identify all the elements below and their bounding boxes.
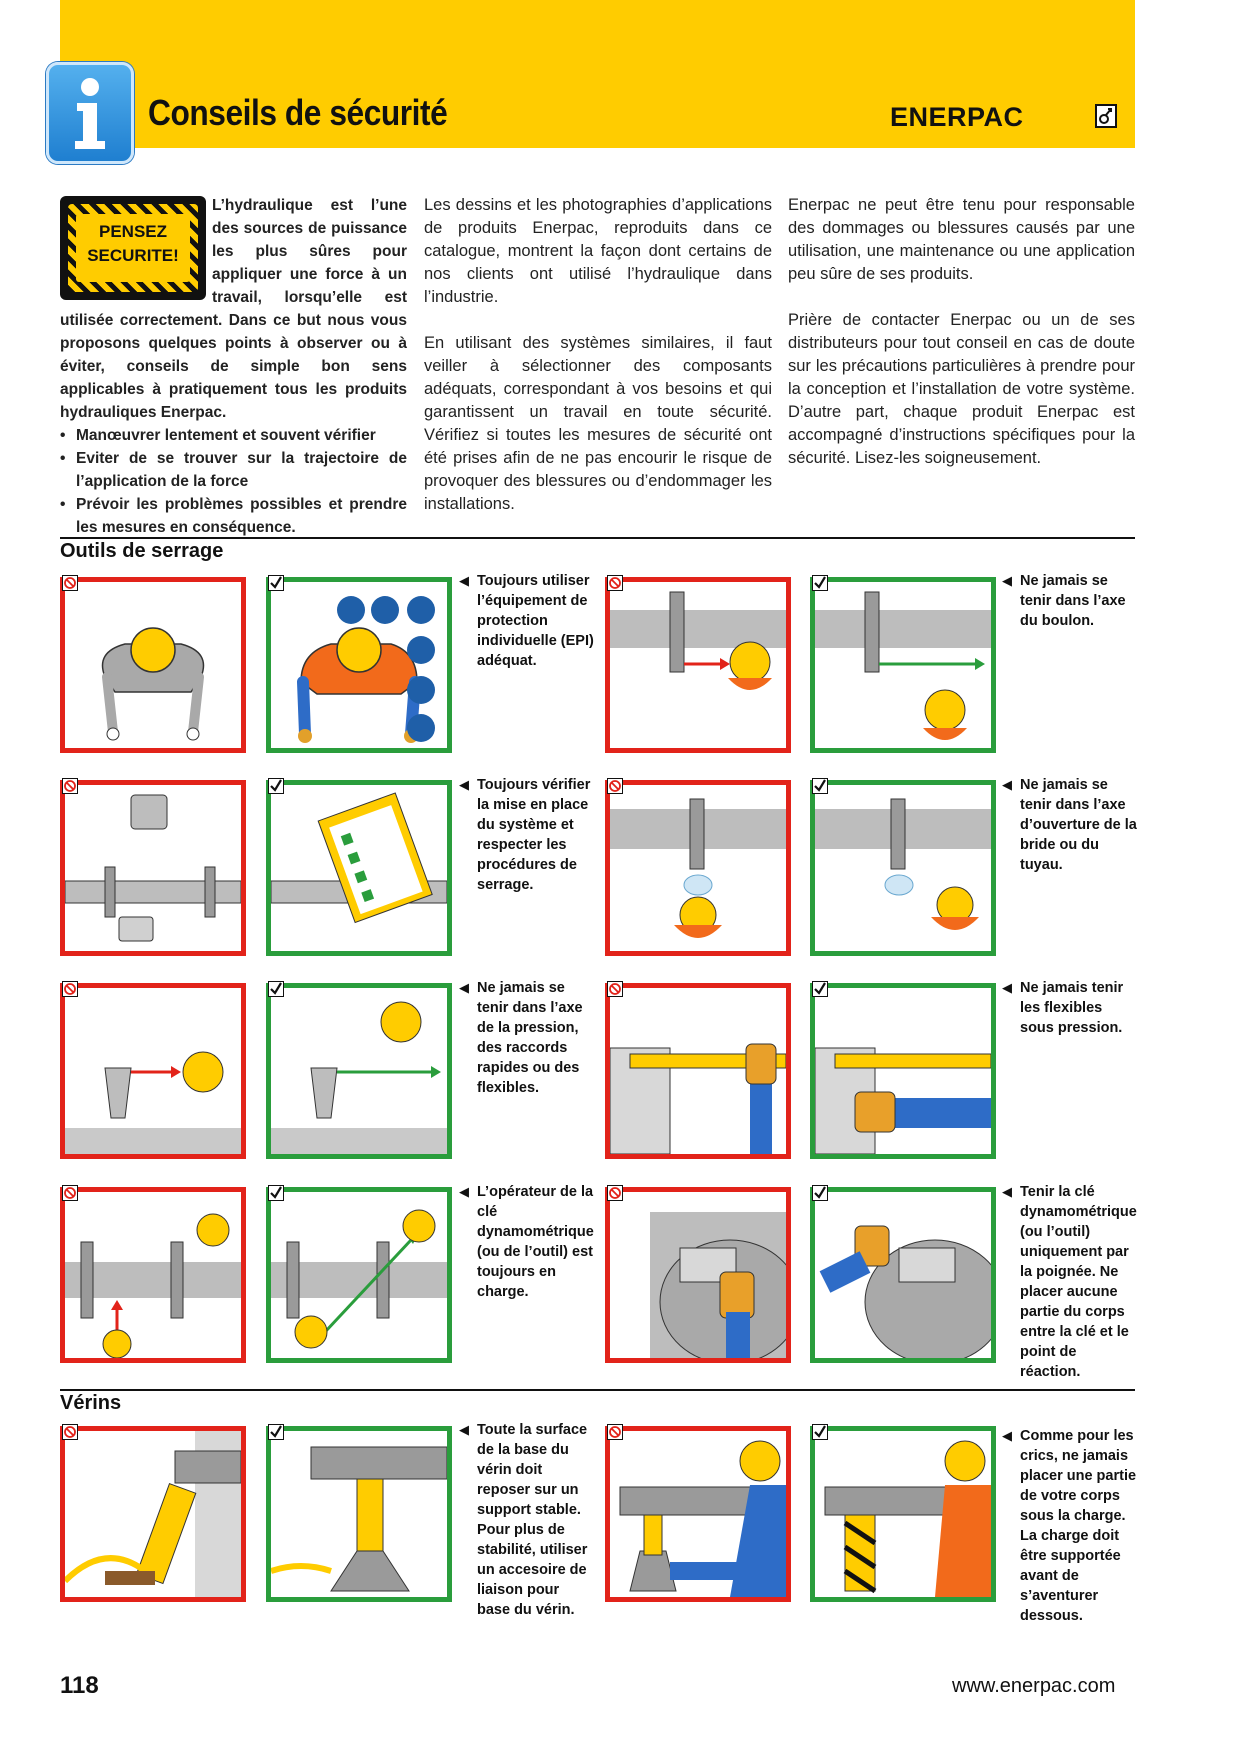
prohibited-icon xyxy=(62,1424,78,1440)
caption: ◀ Ne jamais se tenir dans l’axe de la pression, des raccords rapides ou des flexibles. xyxy=(477,978,595,1098)
panel-operator-good xyxy=(266,1187,452,1363)
intro-column-2 xyxy=(424,194,772,539)
checkmark-icon xyxy=(812,575,828,591)
panel-pressure-axis-good xyxy=(266,983,452,1159)
checkmark-icon xyxy=(268,1424,284,1440)
panel-cylinder-base-bad xyxy=(60,1426,246,1602)
bullet-item: • Eviter de se trouver sur la trajectoire de l’application de la force xyxy=(76,447,407,493)
caption: ◀ Comme pour les crics, ne jamais placer une partie de votre corps sous la charge. La charge doit être supportée avant de s’aventurer dessous. xyxy=(1020,1426,1138,1626)
website-url: www.enerpac.com xyxy=(952,1675,1116,1697)
page-title: Conseils de sécurité xyxy=(148,92,448,133)
checkmark-icon xyxy=(268,778,284,794)
caption: ◀ Ne jamais se tenir dans l’axe du boulon. xyxy=(1020,571,1138,631)
safety-bullet-list xyxy=(60,424,407,539)
prohibited-icon xyxy=(607,778,623,794)
prohibited-icon xyxy=(62,981,78,997)
caption: ◀ Ne jamais se tenir dans l’axe d’ouverture de la bride ou du tuyau. xyxy=(1020,775,1138,875)
section-divider xyxy=(60,1389,1135,1391)
caption: ◀ Tenir la clé dynamométrique (ou l’outil) uniquement par la poignée. Ne placer aucune partie du corps entre la clé et le point de réaction. xyxy=(1020,1182,1138,1382)
bullet-item: • Prévoir les problèmes possibles et prendre les mesures en conséquence. xyxy=(76,493,407,539)
panel-flange-axis-bad xyxy=(605,780,791,956)
panel-bolt-axis-bad xyxy=(605,577,791,753)
section-divider xyxy=(60,537,1135,539)
caption: ◀ Toute la surface de la base du vérin doit reposer sur un support stable. Pour plus de stabilité, utiliser un accesoire de liaison pour base du vérin. xyxy=(477,1420,595,1620)
section-title-verins: Vérins xyxy=(60,1392,122,1414)
brand-mark-icon xyxy=(1095,104,1117,128)
panel-operator-bad xyxy=(60,1187,246,1363)
panel-bolt-axis-good xyxy=(810,577,996,753)
panel-no-ppe xyxy=(60,577,246,753)
intro-paragraph: Les dessins et les photographies d’applications de produits Enerpac, reproduits dans ce catalogue, montrent la façon dont certains de nos clients ont utilisé l’hydraulique dans l’industrie. xyxy=(424,196,772,306)
checkmark-icon xyxy=(268,575,284,591)
page-number: 118 xyxy=(60,1672,99,1699)
intro-lead-paragraph: L’hydraulique est l’une des sources de puissance les plus sûres pour appliquer une force à un travail, lorsqu’elle est utilisée correctement. Dans ce but nous vous proposons quelques points à observer ou à éviter, conseils de simple bon sens applicables à pratiquement tous les produits hydrauliques Enerpac. xyxy=(60,197,407,421)
caption: ◀ Toujours vérifier la mise en place du système et respecter les procédures de serrage. xyxy=(477,775,595,895)
checkmark-icon xyxy=(268,1185,284,1201)
intro-paragraph: Enerpac ne peut être tenu pour responsable des dommages ou blessures causés par une utilisation, une maintenance ou une application peu sûre de ses produits. xyxy=(788,196,1135,283)
sign-line-2: SECURITE! xyxy=(87,246,179,265)
panel-pressure-axis-bad xyxy=(60,983,246,1159)
panel-under-load-good xyxy=(810,1426,996,1602)
panel-hose-hold-good xyxy=(810,983,996,1159)
prohibited-icon xyxy=(62,575,78,591)
prohibited-icon xyxy=(607,575,623,591)
caption: ◀ Ne jamais tenir les flexibles sous pression. xyxy=(1020,978,1138,1038)
section-title-serrage: Outils de serrage xyxy=(60,540,224,562)
panel-cylinder-base-good xyxy=(266,1426,452,1602)
prohibited-icon xyxy=(62,1185,78,1201)
prohibited-icon xyxy=(607,1185,623,1201)
enerpac-logo: ENERPAC xyxy=(890,102,1024,132)
intro-paragraph: En utilisant des systèmes similaires, il faut veiller à sélectionner des composants adéquats, correspondant à vos besoins et qui garantissent un travail en toute sécurité. Vérifiez si toutes les mesures de sécurité ont été prises afin de ne pas encourir le risque de provoquer des blessures ou d’endommager les installations. xyxy=(424,334,772,513)
checkmark-icon xyxy=(812,778,828,794)
intro-column-3 xyxy=(788,194,1135,493)
checkmark-icon xyxy=(812,1185,828,1201)
prohibited-icon xyxy=(607,981,623,997)
panel-checklist xyxy=(266,780,452,956)
caption: ◀ L’opérateur de la clé dynamométrique (ou de l’outil) est toujours en charge. xyxy=(477,1182,595,1302)
bullet-item: • Manœuvrer lentement et souvent vérifier xyxy=(76,424,407,447)
checkmark-icon xyxy=(812,1424,828,1440)
panel-flange-axis-good xyxy=(810,780,996,956)
checkmark-icon xyxy=(268,981,284,997)
intro-paragraph: Prière de contacter Enerpac ou un de ses distributeurs pour tout conseil en cas de doute sur les précautions particulières à prendre pour la conception et l’installation de votre système. D’autre part, chaque produit Enerpac est accompagné d’instructions spécifiques pour la sécurité. Lisez-les soigneusement. xyxy=(788,311,1135,467)
prohibited-icon xyxy=(62,778,78,794)
panel-wrench-hold-good xyxy=(810,1187,996,1363)
prohibited-icon xyxy=(607,1424,623,1440)
panel-hose-hold-bad xyxy=(605,983,791,1159)
panel-with-ppe xyxy=(266,577,452,753)
intro-column-1 xyxy=(60,194,407,539)
panel-wrench-hold-bad xyxy=(605,1187,791,1363)
panel-no-check xyxy=(60,780,246,956)
info-icon xyxy=(46,62,134,164)
checkmark-icon xyxy=(812,981,828,997)
panel-under-load-bad xyxy=(605,1426,791,1602)
caption: ◀ Toujours utiliser l’équipement de protection individuelle (EPI) adéquat. xyxy=(477,571,595,671)
sign-line-1: PENSEZ xyxy=(98,222,168,241)
